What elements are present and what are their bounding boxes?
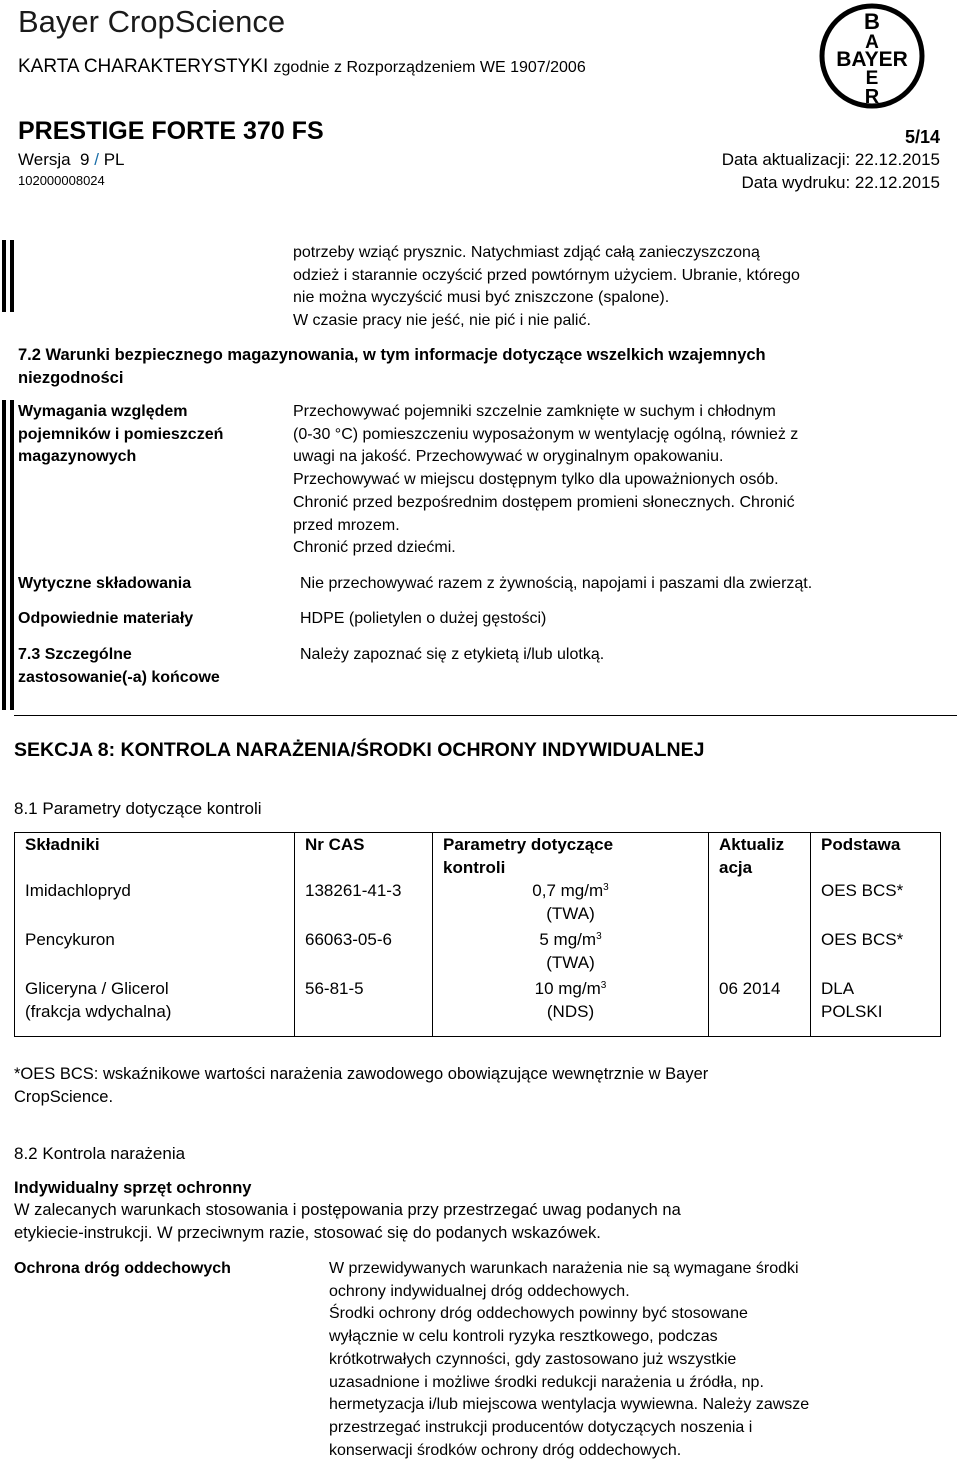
- text-line: konserwacji środków ochrony dróg oddechowych.: [329, 1441, 682, 1459]
- text-line: (0-30 °C) pomieszczeniu wyposażonym w wentylację ogólną, również z: [293, 425, 799, 443]
- text-line: Przechowywać pojemniki szczelnie zamknięte w suchym i chłodnym: [293, 403, 776, 420]
- table-row: [15, 880, 941, 929]
- header-line: Aktualiz: [719, 835, 785, 854]
- version-label: Wersja: [18, 150, 71, 169]
- section-8-title: SEKCJA 8: KONTROLA NARAŻENIA/ŚRODKI OCHRONY INDYWIDUALNEJ: [14, 739, 705, 761]
- exposure-parameters-table: [14, 832, 941, 1037]
- regulation-reference: zgodnie z Rozporządzeniem WE 1907/2006: [273, 59, 586, 76]
- version-number: 9: [80, 150, 90, 169]
- cell-parameter: [433, 929, 709, 978]
- suitable-materials-label: Odpowiednie materiały: [18, 610, 194, 627]
- cell-parameter: [433, 880, 709, 929]
- label-line: 7.3 Szczególne: [18, 646, 132, 663]
- text-line: krótkotrwałych czynności, gdy zastosowano już wszystkie: [329, 1350, 737, 1368]
- unit-superscript: 3: [600, 980, 607, 991]
- label-line: pojemników i pomieszczeń: [18, 425, 224, 443]
- revision-bar: [2, 240, 6, 312]
- heading-line: niezgodności: [18, 369, 124, 387]
- parameter-type: (TWA): [546, 952, 595, 972]
- text-line: etykiecie-instrukcji. W przeciwnym razie, stosować się do podanych wskazówek.: [14, 1223, 601, 1242]
- parameter-value: [433, 929, 708, 952]
- storage-requirements-value: [293, 401, 798, 560]
- cell-component: [15, 929, 295, 978]
- table-row: [15, 978, 941, 1037]
- suitable-materials-value: HDPE (polietylen o dużej gęstości): [300, 610, 547, 627]
- table-row: [15, 929, 941, 978]
- text-line: uwagi na jakość. Przechowywać w oryginalnym opakowaniu.: [293, 448, 724, 466]
- column-header-basis: Podstawa: [811, 833, 941, 881]
- cell-basis: OES BCS*: [811, 880, 941, 929]
- label-line: magazynowych: [18, 448, 137, 466]
- component-name: Pencykuron: [25, 930, 115, 949]
- value-text: 5 mg/m: [539, 930, 597, 949]
- document-title: [18, 56, 586, 78]
- text-line: Przechowywać w miejscu dostępnym tylko dla upoważnionych osób.: [293, 471, 779, 489]
- version-info: [18, 150, 125, 170]
- component-name: Imidachlopryd: [25, 881, 131, 900]
- logo-letter-r-bottom: R: [864, 86, 880, 108]
- ppe-paragraph: [14, 1199, 681, 1244]
- sds-title: KARTA CHARAKTERYSTYKI: [18, 56, 269, 77]
- section-7-3-value: Należy zapoznać się z etykietą i/lub ulotką.: [300, 646, 605, 663]
- label-line: Wymagania względem: [18, 403, 188, 420]
- column-header-update: [709, 833, 811, 881]
- text-line: przestrzegać instrukcji producentów dotyczących noszenia i: [329, 1418, 753, 1436]
- product-name: PRESTIGE FORTE 370 FS: [18, 117, 324, 145]
- section-7-3-label: [18, 644, 220, 689]
- revision-bar: [2, 400, 6, 710]
- cell-basis: OES BCS*: [811, 929, 941, 978]
- component-note: (frakcja wdychalna): [25, 1001, 172, 1021]
- cell-cas: 138261-41-3: [295, 880, 433, 929]
- text-line: W przewidywanych warunkach narażenia nie są wymagane środki: [329, 1260, 799, 1277]
- header-line: acja: [719, 857, 753, 877]
- storage-requirements-label: [18, 401, 223, 469]
- text-line: nie można wyczyścić musi być zniszczone (spalone).: [293, 289, 670, 307]
- table-header-row: [15, 833, 941, 881]
- logo-bayer-word: BAYER: [836, 48, 908, 71]
- column-header-parameters: [433, 833, 709, 881]
- column-header-cas: Nr CAS: [295, 833, 433, 881]
- ppe-heading: Indywidualny sprzęt ochronny: [14, 1179, 252, 1197]
- footnote-line: CropScience.: [14, 1087, 114, 1106]
- version-country: PL: [103, 150, 125, 169]
- basis-line: DLA: [821, 979, 855, 998]
- text-line: hermetyzacja i/lub miejscowa wentylacja wywiewna. Należy zawsze: [329, 1396, 810, 1414]
- page-number: 5/14: [904, 127, 940, 147]
- storage-guidance-label: Wytyczne składowania: [18, 575, 192, 592]
- text-line: odzież i starannie oczyścić przed powtórnym użyciem. Ubranie, którego: [293, 266, 800, 284]
- cell-parameter: [433, 978, 709, 1037]
- document-number: 102000008024: [18, 173, 105, 188]
- logo-letter-e: E: [865, 68, 879, 89]
- continued-paragraph: [293, 242, 800, 333]
- unit-superscript: 3: [603, 882, 609, 893]
- text-line: W zalecanych warunkach stosowania i postępowania przy przestrzegać uwag podanych na: [14, 1201, 681, 1219]
- text-line: W czasie pracy nie jeść, nie pić i nie palić.: [293, 312, 591, 330]
- parameter-type: (NDS): [546, 1001, 595, 1021]
- version-separator: /: [94, 150, 99, 169]
- respiratory-protection-value: [329, 1258, 809, 1462]
- revision-date: Data aktualizacji: 22.12.2015: [721, 150, 940, 169]
- parameter-type: (TWA): [546, 903, 595, 923]
- text-line: uzasadnione i możliwe środki redukcji narażenia u źródła, np.: [329, 1373, 764, 1391]
- text-line: potrzeby wziąć prysznic. Natychmiast zdjąć całą zanieczyszczoną: [293, 244, 760, 261]
- header-line: Parametry dotyczące: [443, 835, 614, 854]
- component-name: Gliceryna / Glicerol: [25, 979, 169, 998]
- section-7-2-heading: [18, 344, 766, 390]
- cell-cas: 56-81-5: [295, 978, 433, 1037]
- subsection-8-2-heading: 8.2 Kontrola narażenia: [14, 1144, 186, 1163]
- cell-update: [709, 880, 811, 929]
- value-text: 0,7 mg/m: [532, 881, 604, 900]
- respiratory-protection-label: Ochrona dróg oddechowych: [14, 1260, 231, 1277]
- basis-line: POLSKI: [821, 1001, 883, 1021]
- revision-bar: [10, 400, 14, 710]
- section-divider: [14, 715, 957, 716]
- subsection-8-1-heading: 8.1 Parametry dotyczące kontroli: [14, 799, 262, 818]
- cell-component: [15, 978, 295, 1037]
- oes-footnote: [14, 1063, 708, 1108]
- cell-cas: 66063-05-6: [295, 929, 433, 978]
- label-line: zastosowanie(-a) końcowe: [18, 668, 220, 686]
- cell-component: [15, 880, 295, 929]
- text-line: Chronić przed bezpośrednim dostępem promieni słonecznych. Chronić: [293, 493, 795, 511]
- parameter-value: [433, 880, 708, 903]
- text-line: przed mrozem.: [293, 516, 400, 534]
- logo-letter-b-top: B: [864, 9, 880, 34]
- storage-guidance-value: Nie przechowywać razem z żywnością, napojami i paszami dla zwierząt.: [300, 575, 813, 592]
- cell-update: 06 2014: [709, 978, 811, 1037]
- bayer-cross-logo: [818, 2, 926, 110]
- text-line: Środki ochrony dróg oddechowych powinny być stosowane: [329, 1305, 748, 1323]
- cell-update: [709, 929, 811, 978]
- text-line: wyłącznie w celu kontroli ryzyka resztkowego, podczas: [329, 1328, 718, 1346]
- cell-basis: [811, 978, 941, 1037]
- revision-bar: [10, 240, 14, 312]
- print-date: Data wydruku: 22.12.2015: [741, 173, 940, 192]
- footnote-line: *OES BCS: wskaźnikowe wartości narażenia zawodowego obowiązujące wewnętrznie w Bayer: [14, 1065, 709, 1083]
- parameter-value: [433, 978, 708, 1001]
- header-line: kontroli: [443, 857, 506, 877]
- text-line: Chronić przed dziećmi.: [293, 539, 456, 557]
- text-line: ochrony indywidualnej dróg oddechowych.: [329, 1282, 630, 1300]
- value-text: 10 mg/m: [534, 979, 601, 998]
- logo-letter-a: A: [865, 32, 879, 53]
- unit-superscript: 3: [596, 931, 602, 942]
- heading-line: 7.2 Warunki bezpiecznego magazynowania, w tym informacje dotyczące wszelkich wzajemnych: [18, 346, 766, 364]
- company-name: Bayer CropScience: [18, 4, 286, 39]
- column-header-component: Składniki: [15, 833, 295, 881]
